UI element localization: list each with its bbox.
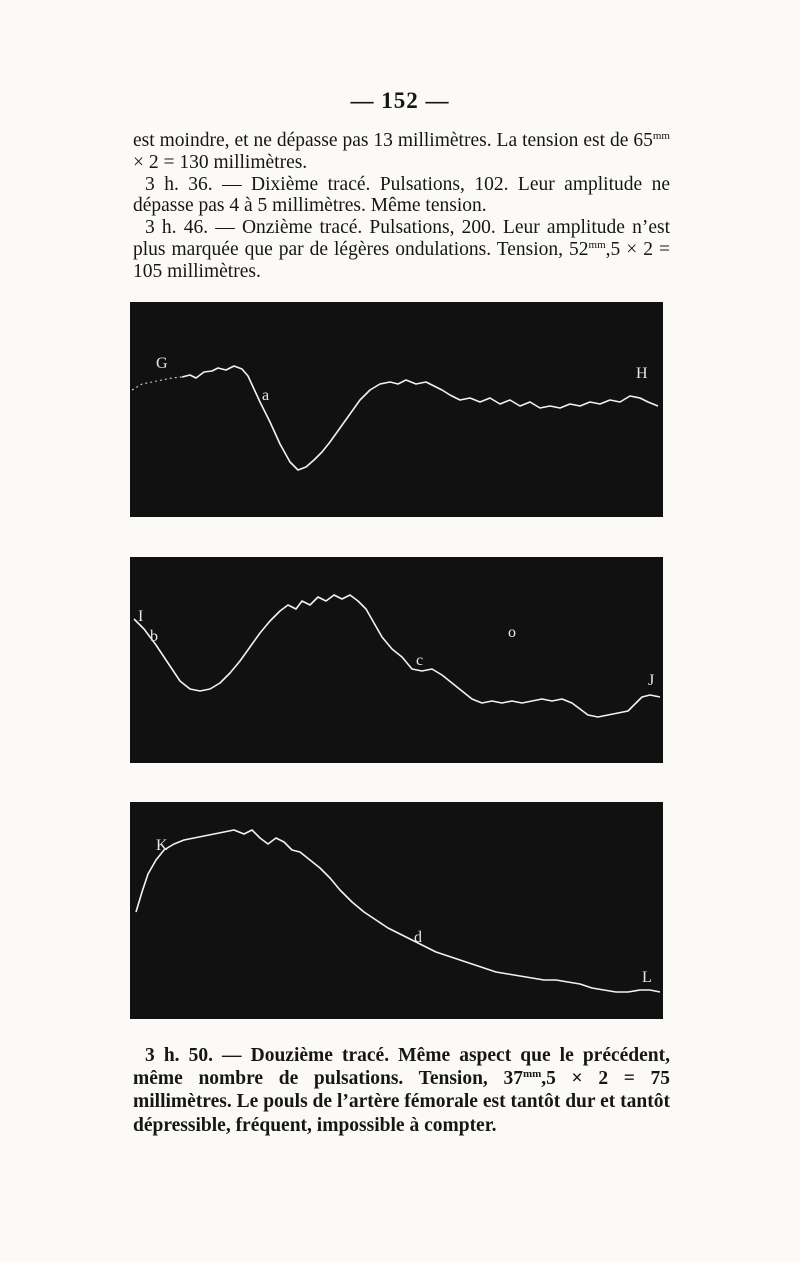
text-run: ,5 × 2 = 105 millimètres.: [133, 238, 670, 282]
trace-1-line: [182, 366, 658, 470]
unit-superscript: mm: [652, 130, 670, 142]
text-run: 3 h. 46. — Onzième tracé. Pulsations, 200. Leur amplitude n’est plus marquée que par de légères ondulations. Tension, 52: [133, 217, 670, 260]
trace-3-label-mid: d: [414, 929, 422, 946]
trace-1-svg: [130, 302, 663, 517]
trace-1-label-mid: a: [262, 387, 270, 404]
trace-1-dotted-segment: [132, 377, 182, 390]
pulse-trace-figure-3: [130, 802, 663, 1019]
trace-1-label-left: G: [156, 355, 168, 372]
page-number: — 152 —: [350, 88, 450, 113]
trace-2-label-right: J: [648, 672, 655, 689]
unit-superscript: mm: [522, 1068, 542, 1081]
trace-3-line: [136, 830, 660, 992]
body-text-top: [133, 130, 670, 283]
trace-3-label-left: K: [156, 837, 168, 854]
trace-3-svg: [130, 802, 663, 1019]
trace-2-label-left: I: [138, 608, 144, 625]
paragraph-eleventh-trace: [133, 217, 670, 282]
text-run: × 2 = 130 millimètres.: [133, 151, 308, 173]
text-run: est moindre, et ne dépasse pas 13 millimètres. La tension est de 65: [133, 130, 653, 151]
pulse-trace-figure-1: [130, 302, 663, 517]
pulse-trace-figure-2: [130, 557, 663, 763]
trace-2-label-o: o: [508, 624, 516, 641]
trace-2-label-c: c: [416, 652, 424, 669]
paragraph-twelfth-trace: [133, 1044, 670, 1137]
paragraph-tenth-trace: 3 h. 36. — Dixième tracé. Pulsations, 102. Leur amplitude ne dépasse pas 4 à 5 millimètres. Même tension.: [133, 173, 670, 217]
trace-1-label-right: H: [636, 365, 648, 382]
trace-3-label-right: L: [642, 969, 652, 986]
text-run: 3 h. 50. — Douzième tracé. Même aspect que le précédent, même nombre de pulsations. Tension, 37: [133, 1045, 670, 1090]
trace-2-label-b: b: [150, 628, 158, 645]
paragraph-continuation: [133, 130, 670, 174]
body-text-bottom: [133, 1044, 670, 1137]
trace-2-svg: [130, 557, 663, 763]
text-run: ,5 × 2 = 75 millimètres. Le pouls de l’artère fémorale est tantôt dur et tantôt dépressible, fréquent, impossible à compter.: [133, 1068, 670, 1136]
trace-2-line: [134, 595, 660, 717]
unit-superscript: mm: [588, 238, 606, 251]
